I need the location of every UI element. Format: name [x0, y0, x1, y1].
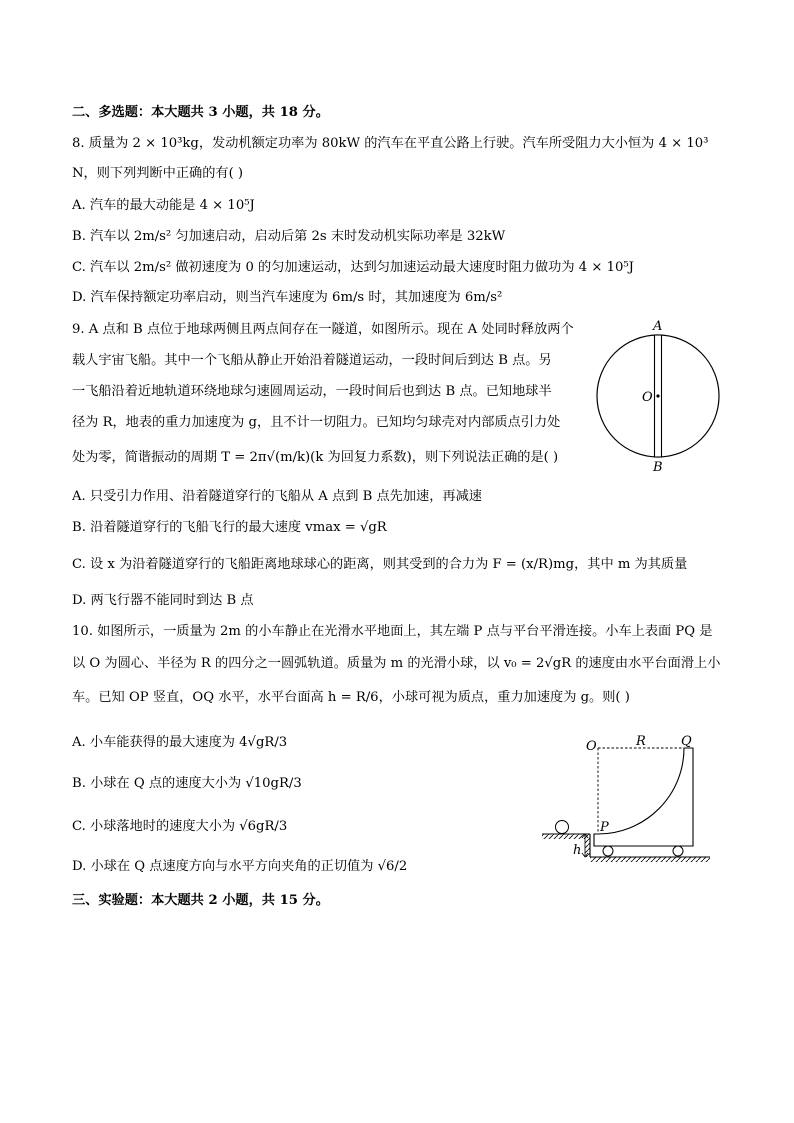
q9-option-c: C. 设 x 为沿着隧道穿行的飞船距离地球球心的距离，则其受到的合力为 F = (x/R)mg，其中 m 为其质量 [72, 557, 688, 572]
section-heading-experiment: 三、实验题：本大题共 2 小题，共 15 分。 [72, 893, 329, 908]
label-a: A [653, 319, 663, 334]
q8-option-d: D. 汽车保持额定功率启动，则当汽车速度为 6m/s 时，其加速度为 6m/s² [72, 290, 503, 305]
q10-stem-line-2: 以 O 为圆心、半径为 R 的四分之一圆弧轨道。质量为 m 的光滑小球，以 v₀ = 2√gR 的速度由水平台面滑上小 [72, 656, 721, 671]
label-p: P [600, 820, 609, 835]
q9-stem-line-4: 径为 R，地表的重力加速度为 g，且不计一切阻力。已知均匀球壳对内部质点引力处 [72, 415, 561, 430]
q10-option-c: C. 小球落地时的速度大小为 √6gR/3 [72, 819, 288, 834]
q10-stem-line-1: 10. 如图所示，一质量为 2m 的小车静止在光滑水平地面上，其左端 P 点与平台平滑连接。小车上表面 PQ 是 [72, 624, 713, 639]
q8-option-c: C. 汽车以 2m/s² 做初速度为 0 的匀加速运动，达到匀加速运动最大速度时阻力做功为 4 × 10⁵J [72, 260, 634, 275]
q9-stem-line-3: 一飞船沿着近地轨道环绕地球匀速圆周运动，一段时间后也到达 B 点。已知地球半 [72, 384, 552, 399]
q9-earth-tunnel-figure [592, 318, 724, 478]
cart-body [594, 748, 693, 846]
section-heading-multiple-choice: 二、多选题：本大题共 3 小题，共 18 分。 [72, 105, 329, 120]
q9-option-d: D. 两飞行器不能同时到达 B 点 [72, 593, 254, 608]
ground-hatch [590, 857, 710, 862]
cart-wheel-right [673, 846, 683, 856]
q10-option-b: B. 小球在 Q 点的速度大小为 √10gR/3 [72, 776, 302, 791]
label-o: O [642, 390, 653, 405]
ball [556, 821, 569, 834]
q8-stem-line-2: N，则下列判断中正确的有( ) [72, 166, 244, 181]
center-dot [656, 394, 659, 397]
label-r: R [636, 734, 646, 749]
q9-stem-line-5: 处为零，简谐振动的周期 T = 2π√(m/k)(k 为回复力系数)，则下列说法正确的是( ) [72, 450, 559, 465]
cart-wheel-left [603, 846, 613, 856]
q10-stem-line-3: 车。已知 OP 竖直，OQ 水平，水平台面高 h = R/6，小球可视为质点，重力加速度为 g。则( ) [72, 690, 630, 705]
q10-option-d: D. 小球在 Q 点速度方向与水平方向夹角的正切值为 √6/2 [72, 859, 408, 874]
q9-option-a: A. 只受引力作用、沿着隧道穿行的飞船从 A 点到 B 点先加速，再减速 [72, 489, 482, 504]
q8-option-a: A. 汽车的最大动能是 4 × 10⁵J [72, 198, 255, 213]
q9-stem-line-2: 载人宇宙飞船。其中一个飞船从静止开始沿着隧道运动，一段时间后到达 B 点。另 [72, 353, 552, 368]
q8-option-b: B. 汽车以 2m/s² 匀加速启动，启动后第 2s 末时发动机实际功率是 32kW [72, 229, 506, 244]
label-o: O [586, 739, 597, 754]
label-h: h [573, 843, 582, 858]
q8-stem-line-1: 8. 质量为 2 × 10³kg，发动机额定功率为 80kW 的汽车在平直公路上行驶。汽车所受阻力大小恒为 4 × 10³ [72, 136, 709, 151]
label-b: B [653, 460, 663, 475]
label-q: Q [681, 734, 692, 749]
q10-option-a: A. 小车能获得的最大速度为 4√gR/3 [72, 735, 288, 750]
q9-option-b: B. 沿着隧道穿行的飞船飞行的最大速度 vmax = √gR [72, 520, 387, 535]
q10-cart-figure [538, 730, 714, 866]
q9-stem-line-1: 9. A 点和 B 点位于地球两侧且两点间存在一隧道，如图所示。现在 A 处同时释放两个 [72, 322, 574, 337]
